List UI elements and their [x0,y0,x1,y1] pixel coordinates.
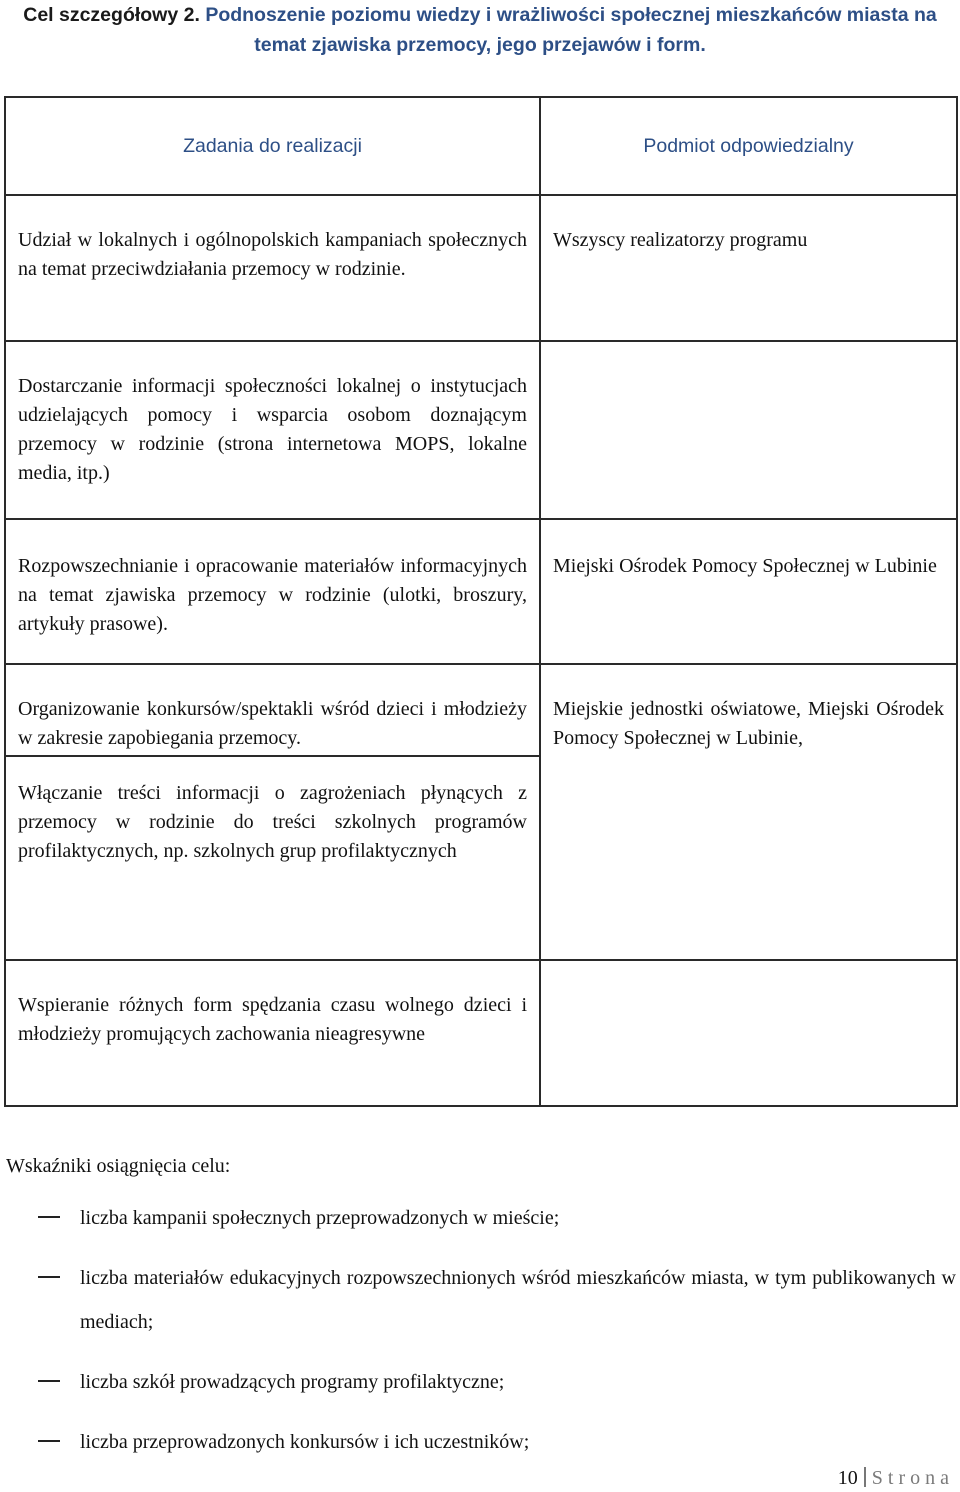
indicators-list [6,1196,956,1464]
table-row [5,195,957,341]
list-item [6,1196,956,1240]
table-row [5,756,957,960]
task-cell: Organizowanie konkursów/spektakli wśród dzieci i młodzieży w zakresie zapobiegania przemocy. [5,664,540,756]
header-responsible: Podmiot odpowiedzialny [540,97,957,195]
task-cell: Rozpowszechnianie i opracowanie materiałów informacyjnych na temat zjawiska przemocy w rodzinie (ulotki, broszury, artykuły prasowe). [5,519,540,664]
responsible-cell [540,756,957,960]
tasks-table [4,96,958,1107]
responsible-cell: Miejskie jednostki oświatowe, Miejski Ośrodek Pomocy Społecznej w Lubinie, [540,664,957,756]
table-row [5,519,957,664]
task-cell: Wspieranie różnych form spędzania czasu wolnego dzieci i młodzieży promujących zachowania nieagresywne [5,960,540,1106]
task-cell: Dostarczanie informacji społeczności lokalnej o instytucjach udzielających pomocy i wsparcia osobom doznającym przemocy w rodzinie (strona internetowa MOPS, lokalne media, itp.) [5,341,540,519]
table-row [5,960,957,1106]
list-item-text: liczba przeprowadzonych konkursów i ich uczestników; [80,1431,530,1453]
indicators-heading: Wskaźniki osiągnięcia celu: [6,1155,231,1177]
page-footer [838,1466,954,1490]
dash-bullet-icon [38,1440,60,1442]
page-word: Strona [871,1467,954,1489]
responsible-cell [540,960,957,1106]
list-item-text: liczba szkół prowadzących programy profilaktyczne; [80,1371,505,1393]
goal-label: Cel szczegółowy 2. [23,4,200,26]
header-tasks: Zadania do realizacji [5,97,540,195]
table-header-row [5,97,957,195]
responsible-cell: Miejski Ośrodek Pomocy Społecznej w Lubinie [540,519,957,664]
table-row [5,664,957,756]
list-item [6,1420,956,1464]
indicators-section [6,1152,956,1480]
responsible-cell: Wszyscy realizatorzy programu [540,195,957,341]
goal-text: Podnoszenie poziomu wiedzy i wrażliwości społecznej mieszkańców miasta na temat zjawiska przemocy, jego przejawów i form. [205,4,937,56]
dash-bullet-icon [38,1276,60,1278]
dash-bullet-icon [38,1216,60,1218]
task-cell: Włączanie treści informacji o zagrożeniach płynących z przemocy w rodzinie do treści szkolnych programów profilaktycznych, np. szkolnych grup profilaktycznych [5,756,540,960]
dash-bullet-icon [38,1380,60,1382]
list-item-text: liczba materiałów edukacyjnych rozpowszechnionych wśród mieszkańców miasta, w tym publikowanych w mediach; [80,1267,956,1333]
list-item [6,1256,956,1344]
footer-separator [864,1467,866,1487]
list-item [6,1360,956,1404]
responsible-cell [540,341,957,519]
task-cell: Udział w lokalnych i ogólnopolskich kampaniach społecznych na temat przeciwdziałania przemocy w rodzinie. [5,195,540,341]
page-number: 10 [837,1467,858,1489]
table-row [5,341,957,519]
list-item-text: liczba kampanii społecznych przeprowadzonych w mieście; [80,1207,560,1229]
goal-heading [0,0,960,60]
